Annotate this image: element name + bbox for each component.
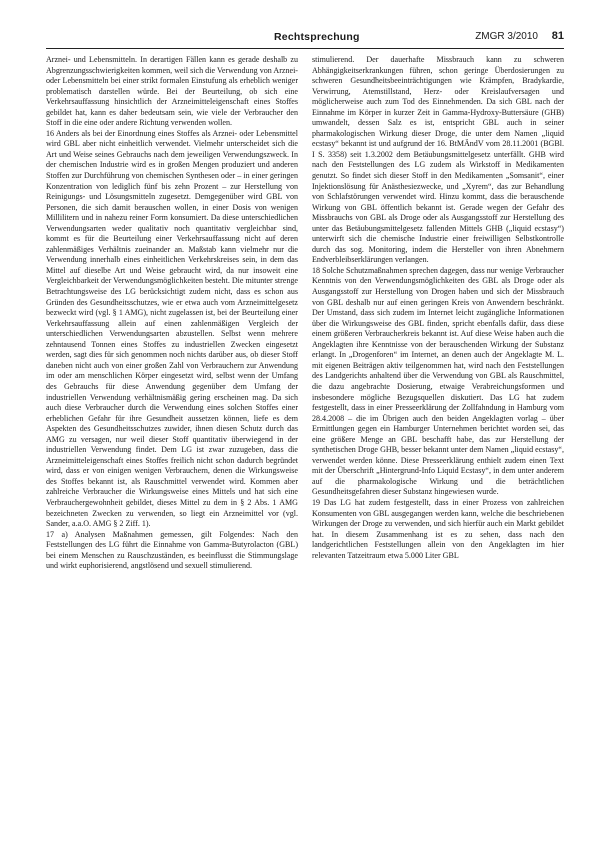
page-header: [46, 30, 564, 49]
paragraph: 18 Solche Schutzmaßnahmen sprechen dagegen, dass nur wenige Verbraucher Kenntnis von den Verwendungsmöglichkeiten des GBL als Droge oder als Ausgangsstoff zur Herstellung von Drogen haben und sich der Missbrauch von GBL deshalb nur auf einen geringen Kreis von Anwendern beschränkt. Der Umstand, dass sich zudem im Internet leicht zugängliche Informationen über die Wirkungsweise des GBL finden, spricht ebenfalls dafür, dass diese einem größeren Verbraucherkreis bekannt ist. Auf diese Weise haben auch die Angeklagten ihre Kenntnisse von der berauschenden Wirkung der Substanz erlangt. In „Drogenforen“ im Internet, an denen auch der Angeklagte M. L. mit eigenen Beiträgen aktiv teilgenommen hat, wird nach den Feststellungen des Landgerichts anhaltend über die Verwendung von GBL als Rauschmittel, die dazu angebrachte Dosierung, etwaige Verabreichungsformen und insbesondere mögliche Bezugsquellen diskutiert. Das LG hat zudem festgestellt, dass in einer Presseerklärung der Zollfahndung in Hamburg vom 28.4.2008 – die im Übrigen auch den beiden Angeklagten vorlag – über Ermittlungen gegen ein Hamburger Unternehmen berichtet worden sei, das eine größere Menge an GBL beschafft habe, das zur Herstellung der synthetischen Droge GHB, besser bekannt unter dem Namen „liquid ecstasy“, verwendet werden könne. Diese Presseerklärung enthielt zudem einen Text mit der Überschrift „Hintergrund-Info Liquid Ecstasy“, in dem unter anderem auf die pharmakologische Wirkung und die beträchtlichen Gesundheitsgefahren dieser Substanz hingewiesen wurde.: [312, 265, 564, 497]
paragraph: 17 a) Analysen Maßnahmen gemessen, gilt Folgendes: Nach den Feststellungen des LG führt die Einnahme von Gamma-Butyrolacton (GBL) bei einem Menschen zu Rauschzuständen, es beeinflusst die Stimmungslage und wirkt euphorisierend, angstlösend und sexuell stimulierend.: [46, 529, 298, 571]
paragraph: stimulierend. Der dauerhafte Missbrauch kann zu schweren Abhängigkeitserkrankungen führen, schon geringe Überdosierungen zu schweren Gesundheitsbeeinträchtigungen wie Krämpfen, Bradykardie, Verwirrung, Atemstillstand, Herz- oder Kreislaufversagen und möglicherweise auch zum Tod des Einnehmenden. Da sich GBL nach der Einnahme im Körper in kurzer Zeit in Gamma-Hydroxy-Buttersäure (GHB) umwandelt, dessen Salz es ist, entspricht GBL auch in seiner pharmakologischen Wirkung dieser Droge, die unter dem Namen „liquid ecstasy“ bekannt ist und aufgrund der 16. BtMÄndV vom 28.11.2001 (BGBl. I S. 3358) seit 1.3.2002 dem Betäubungsmittelgesetz unterfällt. GHB wird nach den Feststellungen des LG zudem als Wirkstoff in Medikamenten genutzt. So findet sich dieser Stoff in den Medikamenten „Somsanit“, einer Injektionslösung für Anästhesiezwecke, und „Xyrem“, das zur Behandlung von Schlafstörungen verwendet wird. Hinzu kommt, dass die berauschende Wirkung von GBL öffentlich bekannt ist. Gerade wegen der Gefahr des Missbrauchs von GBL als Droge oder als Ausgangsstoff zur Herstellung des unter das Betäubungsmittelgesetz fallenden Mittels GHB („liquid ecstasy“) unterwirft sich die chemische Industrie einer freiwilligen Selbstkontrolle durch das sog. Monitoring, indem die Hersteller von ihren Abnehmern Endverbleibserklärungen verlangen.: [312, 55, 564, 265]
text-columns: [46, 55, 564, 572]
paragraph: 16 Anders als bei der Einordnung eines Stoffes als Arznei- oder Lebensmittel wird GBL aber nicht einheitlich verwendet. Vielmehr unterscheidet sich die Art und Weise seines Gebrauchs nach dem jeweiligen Verwendungszweck. In der chemischen Industrie wird es in großen Mengen produziert und anderen Stoffen zur Durchführung von chemischen Synthesen oder – in einer geringen Konzentration von lediglich fünf bis zehn Prozent – zur Herstellung von Reinigungs- und Lösungsmitteln zugesetzt. Demgegenüber wird GBL von Personen, die sich damit berauschen wollen, in einer Dosis von wenigen Millilitern und in nahezu reiner Form konsumiert. Da diese unterschiedlichen Verwendungsarten weder qualitativ noch quantitativ vergleichbar sind, kommt es für die Beurteilung einer Verkehrsauffassung nicht auf deren zahlenmäßiges Verhältnis zueinander an. Maßstab kann vielmehr nur die Verwendung innerhalb eines einheitlichen Verkehrskreises sein, in dem das Mittel auf dieselbe Art und Weise gebraucht wird, da nur insoweit eine Vergleichbarkeit der Verwendungsmöglichkeiten besteht. Die mitunter strenge Betrachtungsweise des LG berücksichtigt zudem nicht, dass es schon aus Gründen des Gesundheitsschutzes, wie er etwa auch vom Arzneimittelgesetz bezweckt wird (vgl. § 1 AMG), nicht zugelassen ist, bei der Beurteilung einer Verkehrsauffassung allein auf einen zahlenmäßigen Vergleich der unterschiedlichen Verwendungsarten abzustellen. Selbst wenn mehrere zehntausend Tonnen eines Stoffes zu industriellen Zwecken eingesetzt werden, sagt dies für sich genommen noch nichts darüber aus, ob dieser Stoff daneben nicht auch von einer großen Zahl von Verbrauchern zur Anwendung im oder am menschlichen Körper eingesetzt wird, selbst wenn der Umfang des Gebrauchs für diese Anwendung gegenüber dem Umfang der industriellen Verwendung verhältnismäßig gering erscheinen mag. Da sich auch diese Verbraucher durch die Verwendung eines solchen Stoffes einer erheblichen Gefahr für ihre Gesundheit aussetzen können, liefe es dem Aspekten des Gesundheitsschutzes zuwider, ihnen diesen Schutz durch das AMG zu versagen, nur weil dieser Stoff quantitativ überwiegend in der industriellen Verwendung findet. Dem LG ist zwar zuzugeben, dass die Arzneimitteleigenschaft eines Stoffes freilich nicht schon dadurch begründet wird, dass er von einigen wenigen Verbrauchern, denen die Wirkungsweise des Stoffes bekannt ist, als Rauschmittel verwendet wird. Kommen aber zahlreiche Verbraucher die Wirkungsweise eines Mittels und hat sich eine Verbrauchergewohnheit gebildet, dieses Mittel zu dem in § 2 Abs. 1 AMG bezeichneten Zwecken zu verwenden, so liegt ein Arzneimittel vor (vgl. Sander, a.a.O. AMG § 2 Ziff. 1).: [46, 128, 298, 529]
section-title: Rechtsprechung: [274, 31, 360, 43]
journal-issue: ZMGR 3/2010: [475, 31, 538, 42]
paragraph: 19 Das LG hat zudem festgestellt, dass in einer Prozess von zahlreichen Konsumenten von GBL ausgegangen werden kann, welche die beschriebenen Wirkungen der Droge zu verwenden, und sich hierfür auch ein Markt gebildet hat. In diesem Zusammenhang ist es zu sehen, dass nach den landgerichtlichen Feststellungen allein von den Angeklagten im hier relevanten Tatzeitraum etwa 5.000 Liter GBL: [312, 497, 564, 560]
right-column: [312, 55, 564, 572]
left-column: [46, 55, 298, 572]
paragraph: Arznei- und Lebensmitteln. In derartigen Fällen kann es gerade deshalb zu Abgrenzungsschwierigkeiten kommen, weil sich die Verwendung von Arznei- oder Lebensmitteln bei einer strikt formalen Einstufung als erheblich weniger problematisch darstellen würde. Bei der Beurteilung, ob sich eine Verkehrsauffassung hinsichtlich der Arzneimitteleigenschaft eines Stoffes gebildet hat, kann es daher bedeutsam sein, wie viele der Verbraucher den Stoff in die eine oder andere Richtung verwenden wollen.: [46, 55, 298, 128]
page-number: 81: [551, 30, 564, 42]
